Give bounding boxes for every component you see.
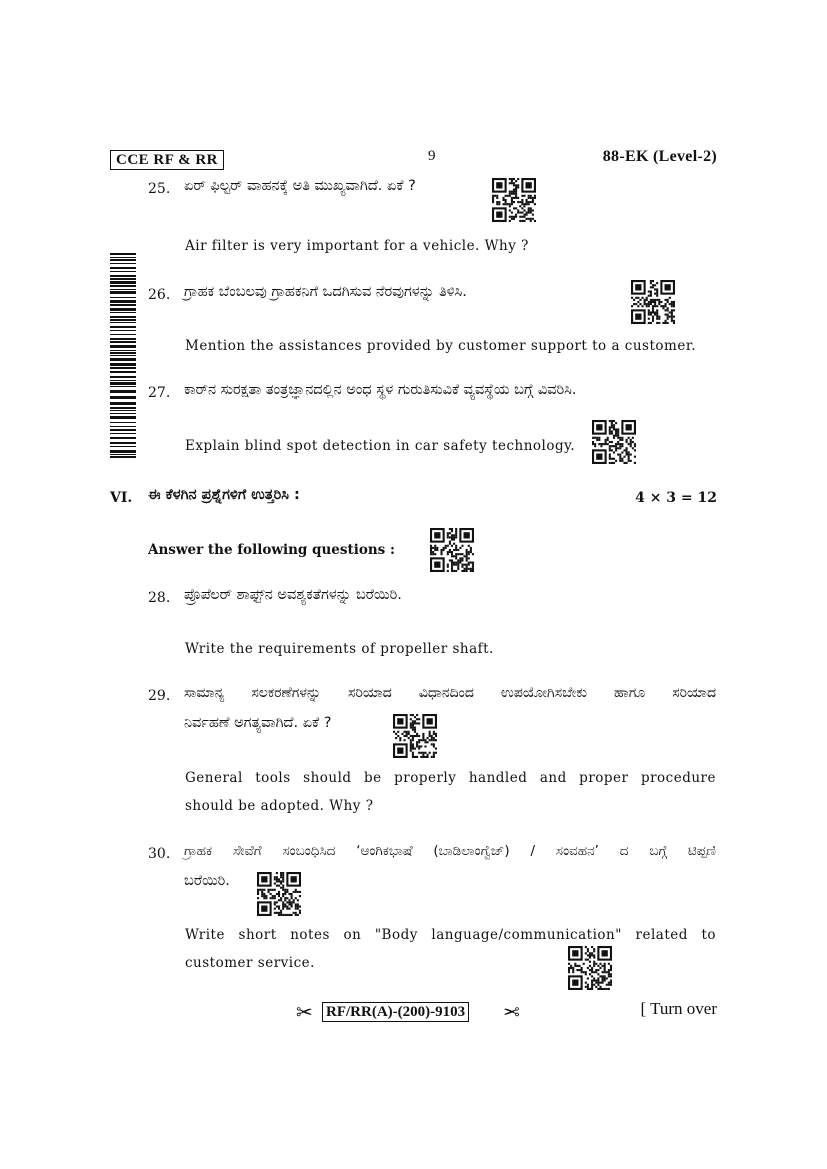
question-26-kannada: ಗ್ರಾಹಕ ಬೆಂಬಲವು ಗ್ರಾಹಕನಿಗೆ ಒದಗಿಸುವ ನೆರವುಗಳನ್ನು ತಿಳಿಸಿ. xyxy=(184,284,467,300)
margin-barcode xyxy=(110,253,136,458)
qr-code-icon[interactable] xyxy=(430,528,474,572)
question-30-kannada-line1: ಗ್ರಾಹಕ ಸೇವೆಗೆ ಸಂಬಂಧಿಸಿದ ‘ಆಂಗಿಕಭಾಷೆ (ಬಾಡಿಲಾಂಗ್ವೆಜ್) / ಸಂವಹನ’ ದ ಬಗ್ಗೆ ಟಿಪ್ಪಣಿ xyxy=(184,843,716,859)
question-number-29: 29. xyxy=(148,688,171,704)
page-number: 9 xyxy=(428,148,436,164)
question-number-27: 27. xyxy=(148,385,171,401)
question-number-30: 30. xyxy=(148,846,171,862)
paper-code-box: CCE RF & RR xyxy=(110,150,224,170)
question-25-english: Air filter is very important for a vehicle. Why ? xyxy=(185,238,529,254)
question-number-28: 28. xyxy=(148,590,171,606)
section-instruction-kannada: ಈ ಕೆಳಗಿನ ಪ್ರಶ್ನೆಗಳಿಗೆ ಉತ್ತರಿಸಿ : xyxy=(148,487,300,503)
question-27-kannada: ಕಾರ್‌ನ ಸುರಕ್ಷತಾ ತಂತ್ರಜ್ಞಾನದಲ್ಲಿನ ಅಂಧ ಸ್ಥಳ ಗುರುತಿಸುವಿಕೆ ವ್ಯವಸ್ಥೆಯ ಬಗ್ಗೆ ವಿವರಿಸಿ. xyxy=(184,382,577,398)
question-26-english: Mention the assistances provided by customer support to a customer. xyxy=(185,338,697,354)
question-29-english-line1: General tools should be properly handled and proper procedure xyxy=(185,770,716,786)
left-ornament-icon: ✂ xyxy=(296,1000,313,1024)
question-29-kannada-line1: ಸಾಮಾನ್ಯ ಸಲಕರಣೆಗಳನ್ನು ಸರಿಯಾದ ವಿಧಾನದಿಂದ ಉಪಯೋಗಿಸಬೇಕು ಹಾಗೂ ಸರಿಯಾದ xyxy=(184,685,716,701)
section-roman-numeral: VI. xyxy=(110,490,133,506)
qr-code-icon[interactable] xyxy=(257,872,301,916)
section-instruction-english: Answer the following questions : xyxy=(148,542,395,558)
question-27-english: Explain blind spot detection in car safety technology. xyxy=(185,438,576,454)
question-number-25: 25. xyxy=(148,181,171,197)
qr-code-icon[interactable] xyxy=(568,946,612,990)
question-25-kannada: ಏರ್ ಫಿಲ್ಟರ್ ವಾಹನಕ್ಕೆ ಅತಿ ಮುಖ್ಯವಾಗಿದೆ. ಏಕೆ ? xyxy=(184,178,416,194)
qr-code-icon[interactable] xyxy=(592,420,636,464)
turn-over-label: [ Turn over xyxy=(640,999,717,1018)
section-marks: 4 × 3 = 12 xyxy=(635,490,717,506)
qr-code-icon[interactable] xyxy=(393,714,437,758)
qr-code-icon[interactable] xyxy=(492,178,536,222)
right-ornament-icon: ✂ xyxy=(503,1000,520,1024)
question-30-kannada-line2: ಬರೆಯಿರಿ. xyxy=(184,873,230,889)
question-30-english-line2: customer service. xyxy=(185,955,315,971)
question-number-26: 26. xyxy=(148,287,171,303)
question-28-kannada: ಪ್ರೊಪೆಲರ್ ಶಾಫ್ಟ್‌ನ ಅವಶ್ಯಕತೆಗಳನ್ನು ಬರೆಯಿರಿ. xyxy=(184,587,402,603)
question-29-english-line2: should be adopted. Why ? xyxy=(185,798,374,814)
subject-code: 88-EK (Level-2) xyxy=(602,148,717,165)
question-28-english: Write the requirements of propeller shaft. xyxy=(185,641,494,657)
footer-paper-code: RF/RR(A)-(200)-9103 xyxy=(322,1002,469,1022)
qr-code-icon[interactable] xyxy=(631,280,675,324)
question-29-kannada-line2: ನಿರ್ವಹಣೆ ಅಗತ್ಯವಾಗಿದೆ. ಏಕೆ ? xyxy=(184,715,332,731)
question-30-english-line1: Write short notes on "Body language/communication" related to xyxy=(185,927,716,943)
